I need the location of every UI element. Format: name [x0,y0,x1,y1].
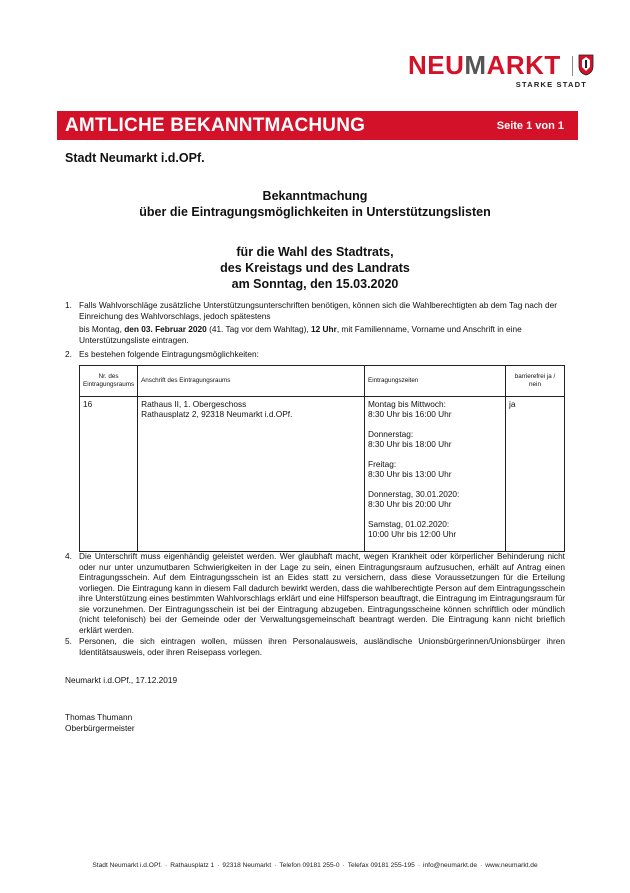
cell-barrier: ja [506,397,565,552]
subtitle-line1: für die Wahl des Stadtrats, [236,245,394,259]
item-text: Es bestehen folgende Eintragungsmöglichkeiten: [79,349,259,359]
time-slot [368,459,502,479]
cell-nr: 16 [80,397,138,552]
item-text: Personen, die sich eintragen wollen, müssen ihren Personalausweis, ausländische Unionsbürgerinnen/Unionsbürger ihren Identitätsausweis, oder ihren Reisepass vorlegen. [79,636,565,657]
item-number: 2. [65,349,72,359]
cell-address [138,397,365,552]
footer-web[interactable]: www.neumarkt.de [485,862,538,869]
signer-name: Thomas Thumann [65,712,133,722]
item-text: Die Unterschrift muss eigenhändig geleistet werden. Wer glaubhaft macht, wegen Krankheit oder körperlicher Behinderung nicht oder nur unter unzumutbaren Schwierigkeiten in der Lage zu sein, einen Eintragungsraum aufzusuchen, erhält auf Antrag einen Eintragungsschein. Auf dem Eintragungsschein ist an Eides statt zu versichern, dass diese Voraussetzungen für die Erteilung vorliegen. Die Eintragung kann in diesem Fall dadurch bewirkt werden, dass die wahlberechtigte Person auf dem Eintragungsschein ihre Unterstützung eines bestimmten Wahlvorschlags erklärt und eine Hilfsperson beauftragt, die Eintragung im Eintragungsraum für sie vorzunehmen. Der Eintragungsschein ist bei der Eintragung abzugeben. Eintragungsscheine können schriftlich oder mündlich (nicht telefonisch) bei der Gemeinde oder der Verwaltungsgemeinschaft beantragt werden. Die Eintragung kann nicht brieflich erklärt werden. [79,551,565,635]
title-line1: Bekanntmachung [262,189,368,203]
logo-wordmark [408,50,561,80]
slot-time: 8:30 Uhr bis 16:00 Uhr [368,409,452,419]
footer-city: 92318 Neumarkt [222,862,272,869]
announcement-banner [57,111,578,140]
deadline-time: 12 Uhr [310,324,337,334]
list-item-1 [65,300,565,321]
header-address: Anschrift des Eintragungsraums [138,366,365,397]
slot-day: Freitag: [368,459,397,469]
signer-title: Oberbürgermeister [65,723,135,733]
header-barrier: barrierefrei ja / nein [506,366,565,397]
list-item-2 [65,349,565,360]
slot-day: Donnerstag: [368,429,414,439]
signature-block [65,712,135,734]
header-times: Eintragungszeiten [365,366,506,397]
registration-table [79,365,565,552]
slot-time: 8:30 Uhr bis 20:00 Uhr [368,499,452,509]
subtitle-line3: am Sonntag, den 15.03.2020 [231,277,399,291]
slot-day: Samstag, 01.02.2020: [368,519,450,529]
deadline-mid: (41. Tag vor dem Wahltag), [206,324,311,334]
election-subtitle [0,244,630,292]
page-footer: Stadt Neumarkt i.d.OPf. · Rathausplatz 1 · 92318 Neumarkt · Telefon 09181 255-0 · Telefax 09181 255-195 · info@neumarkt.de · www.neumarkt.de [92,862,538,869]
logo-word-part1: NEU [408,50,465,80]
title-line2: über die Eintragungsmöglichkeiten in Unterstützungslisten [139,205,491,219]
footer-org: Stadt Neumarkt i.d.OPf. [92,862,163,869]
cell-times [365,397,506,552]
logo-divider [572,56,574,76]
time-slot [368,429,502,449]
deadline-prefix: bis Montag, [79,324,125,334]
slot-time: 10:00 Uhr bis 12:00 Uhr [368,529,457,539]
place-and-date: Neumarkt i.d.OPf., 17.12.2019 [65,675,178,685]
page-indicator: Seite 1 von 1 [496,119,564,132]
footer-phone: Telefon 09181 255-0 [279,862,340,869]
time-slot [368,489,502,509]
item-number: 4. [65,551,72,561]
slot-day: Donnerstag, 30.01.2020: [368,489,460,499]
table-row [80,397,565,552]
slot-day: Montag bis Mittwoch: [368,399,446,409]
item-number: 1. [65,300,72,310]
footer-fax: Telefax 09181 255-195 [347,862,415,869]
logo-tagline: STARKE STADT [515,80,587,89]
header-nr: Nr. des Eintragungsraums [80,366,138,397]
item-text: Falls Wahlvorschläge zusätzliche Unterstützungsunterschriften benötigen, können sich die Wahlberechtigten ab dem Tag nach der Einreichung des Wahlvorschlags, jedoch spätestens [79,300,557,321]
footer-address: Rathausplatz 1 [170,862,215,869]
address-line1: Rathaus II, 1. Obergeschoss [141,399,247,409]
time-slot [368,399,502,419]
document-title [0,188,630,220]
banner-title: AMTLICHE BEKANNTMACHUNG [65,114,366,136]
slot-time: 8:30 Uhr bis 13:00 Uhr [368,469,452,479]
list-item-5 [65,636,565,657]
deadline-suffix: , mit Familienname, Vorname und Anschrift in eine Unterstützungsliste eintragen. [79,324,522,345]
issuer: Stadt Neumarkt i.d.OPf. [65,151,205,165]
table-header-row [80,366,565,397]
coat-of-arms-icon [578,54,594,76]
address-line2: Rathausplatz 2, 92318 Neumarkt i.d.OPf. [141,409,293,419]
deadline-date: den 03. Februar 2020 [124,324,207,334]
city-logo [408,50,593,92]
list-item-1-deadline [65,324,565,345]
footer-email[interactable]: info@neumarkt.de [423,862,477,869]
time-slot [368,519,502,539]
item-number: 5. [65,636,72,646]
list-item-4 [65,551,565,635]
subtitle-line2: des Kreistags und des Landrats [220,261,410,275]
logo-word-part3: ARKT [486,50,561,80]
logo-word-part2: M [464,50,487,80]
slot-time: 8:30 Uhr bis 18:00 Uhr [368,439,452,449]
